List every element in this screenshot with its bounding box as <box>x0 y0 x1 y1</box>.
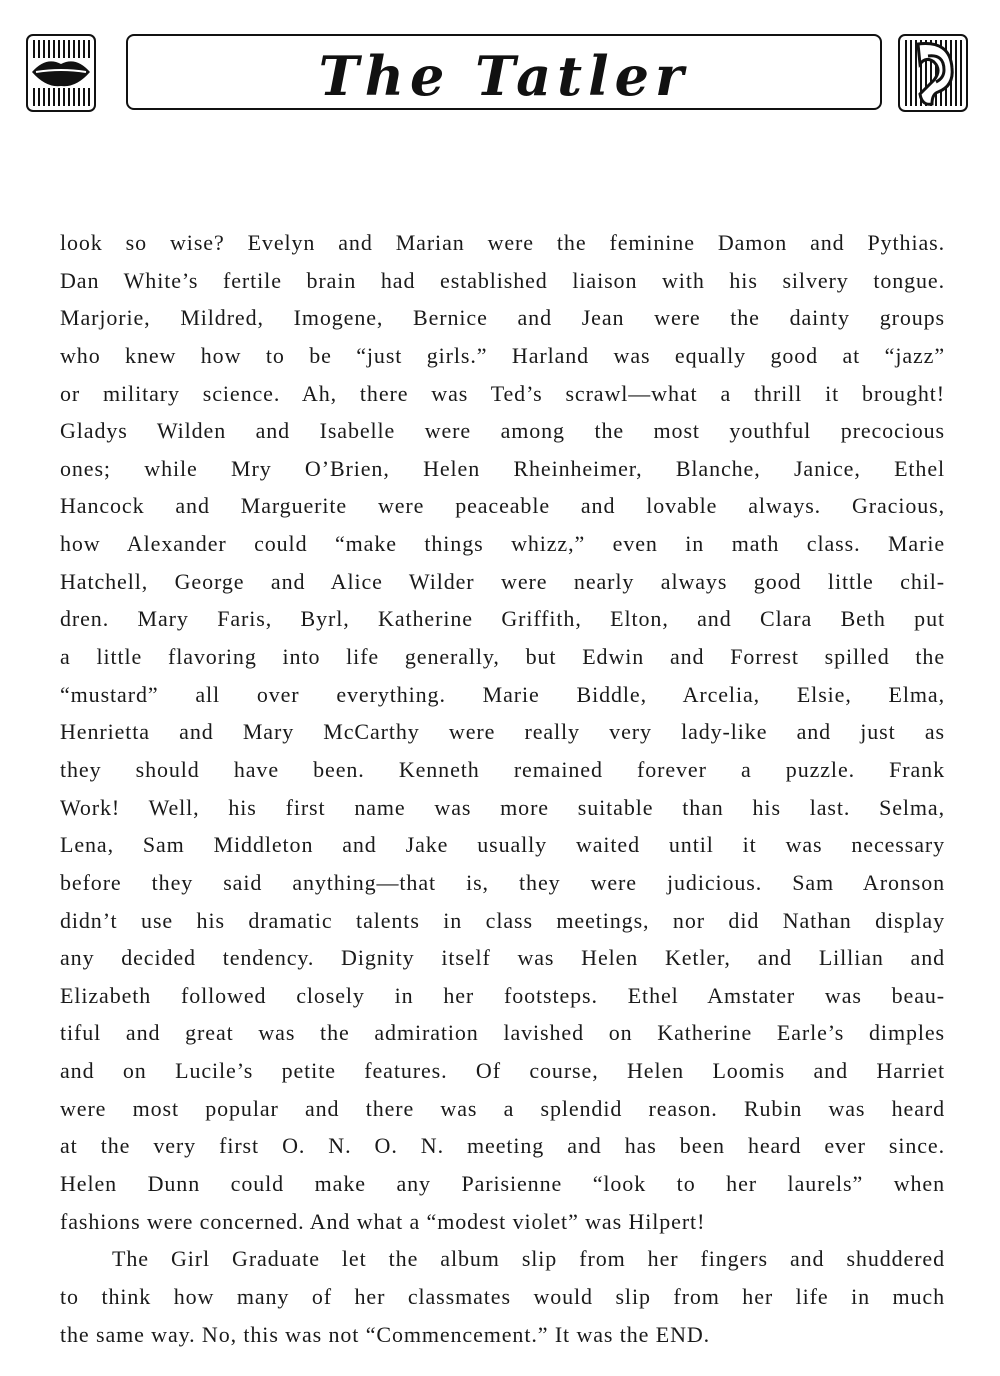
text-line: Hatchell, George and Alice Wilder were nearly always good little chil- <box>60 568 945 594</box>
text-line: at the very first O. N. O. N. meeting and has been heard ever since. <box>60 1133 945 1159</box>
text-line: who knew how to be “just girls.” Harland was equally good at “jazz” <box>60 342 945 368</box>
title-frame <box>126 34 882 110</box>
text-line: Marjorie, Mildred, Imogene, Bernice and Jean were the dainty groups <box>60 305 945 331</box>
text-line: any decided tendency. Dignity itself was Helen Ketler, and Lillian and <box>60 945 945 971</box>
text-line: Elizabeth followed closely in her footsteps. Ethel Amstater was beau- <box>60 982 945 1008</box>
text-line: how Alexander could “make things whizz,” even in math class. Marie <box>60 531 945 557</box>
text-line: dren. Mary Faris, Byrl, Katherine Griffith, Elton, and Clara Beth put <box>60 606 945 632</box>
text-line: Henrietta and Mary McCarthy were really very lady-like and just as <box>60 719 945 745</box>
text-line: tiful and great was the admiration lavished on Katherine Earle’s dimples <box>60 1020 945 1046</box>
lips-icon <box>26 34 96 112</box>
text-line: didn’t use his dramatic talents in class meetings, nor did Nathan display <box>60 907 945 933</box>
masthead-title: The Tatler <box>318 44 690 108</box>
text-line: “mustard” all over everything. Marie Biddle, Arcelia, Elsie, Elma, <box>60 681 945 707</box>
text-line: fashions were concerned. And what a “modest violet” was Hilpert! <box>60 1208 706 1234</box>
ear-icon <box>898 34 968 112</box>
text-line: Gladys Wilden and Isabelle were among the most youthful precocious <box>60 418 945 444</box>
text-line: The Girl Graduate let the album slip from her fingers and shuddered <box>112 1246 945 1272</box>
text-line: a little flavoring into life generally, but Edwin and Forrest spilled the <box>60 644 945 670</box>
text-line: the same way. No, this was not “Commencement.” It was the END. <box>60 1321 711 1347</box>
text-line: Helen Dunn could make any Parisienne “look to her laurels” when <box>60 1171 945 1197</box>
text-line: before they said anything—that is, they were judicious. Sam Aronson <box>60 869 945 895</box>
text-line: Hancock and Marguerite were peaceable and lovable always. Gracious, <box>60 493 945 519</box>
text-line: were most popular and there was a splendid reason. Rubin was heard <box>60 1095 945 1121</box>
text-line: look so wise? Evelyn and Marian were the feminine Damon and Pythias. <box>60 230 945 255</box>
text-line: Dan White’s fertile brain had established liaison with his silvery tongue. <box>60 267 945 293</box>
text-line: Work! Well, his first name was more suitable than his last. Selma, <box>60 794 945 820</box>
text-line: Lena, Sam Middleton and Jake usually waited until it was necessary <box>60 832 945 858</box>
text-line: they should have been. Kenneth remained forever a puzzle. Frank <box>60 756 945 782</box>
text-line: ones; while Mry O’Brien, Helen Rheinheimer, Blanche, Janice, Ethel <box>60 455 945 481</box>
text-line: to think how many of her classmates would slip from her life in much <box>60 1283 945 1309</box>
article-body <box>60 224 945 1353</box>
text-line: or military science. Ah, there was Ted’s scrawl—what a thrill it brought! <box>60 380 945 406</box>
masthead <box>26 30 976 116</box>
text-line: and on Lucile’s petite features. Of course, Helen Loomis and Harriet <box>60 1058 945 1084</box>
